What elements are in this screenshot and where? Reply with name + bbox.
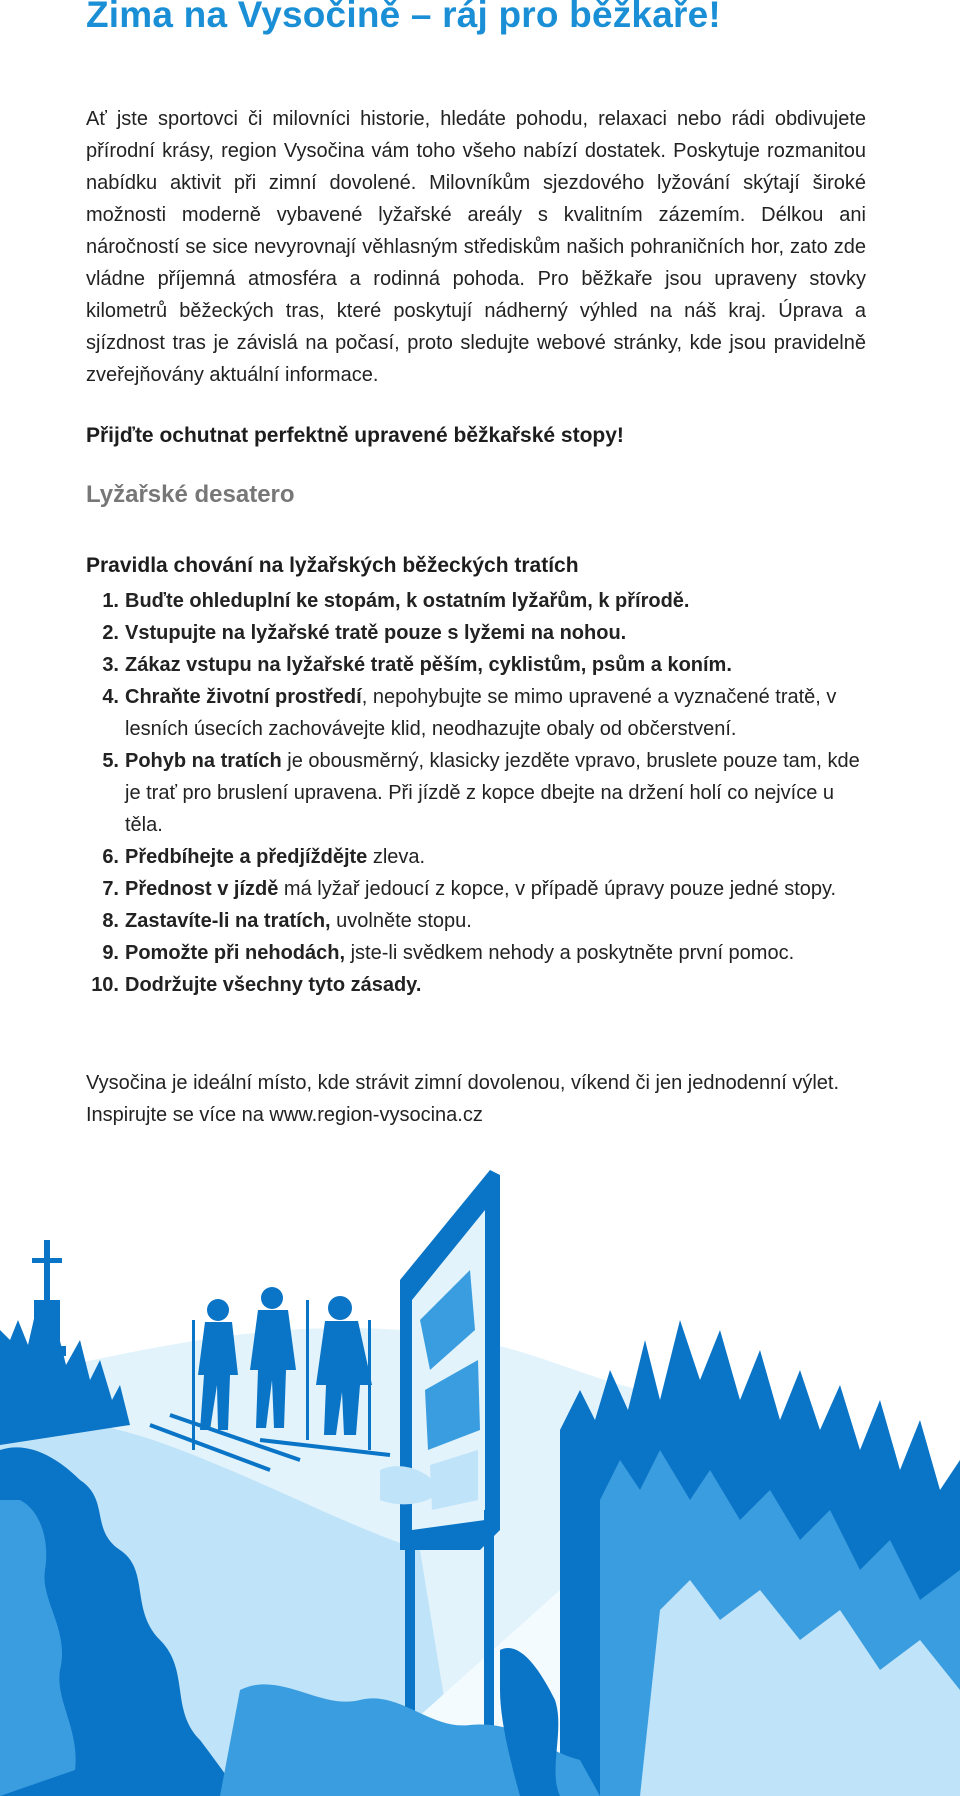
rule-text: uvolněte stopu. xyxy=(330,910,472,932)
skiers-silhouette xyxy=(192,1287,372,1450)
rule-number: 4. xyxy=(102,686,119,708)
rule-item xyxy=(86,841,868,873)
rule-emphasis: Pohyb na tratích xyxy=(125,750,282,772)
rule-item xyxy=(86,681,868,745)
rule-text: , nepohybujte se mimo upravené a vyznačené tratě, v lesních úsecích zachovávejte klid, neodhazujte obaly od občerstvení. xyxy=(125,686,837,740)
rule-item xyxy=(86,937,868,969)
rule-text: zleva. xyxy=(367,846,426,868)
winter-landscape-illustration xyxy=(0,1170,960,1796)
rule-item xyxy=(86,873,868,905)
rule-text: je obousměrný, klasicky jezděte vpravo, bruslete pouze tam, kde je trať pro bruslení upravena. Při jízdě z kopce dbejte na držení holí co nejvíce u těla. xyxy=(125,750,860,836)
rule-number: 2. xyxy=(102,622,119,644)
rule-number: 8. xyxy=(102,910,119,932)
rule-item xyxy=(86,649,868,681)
section-heading: Lyžařské desatero xyxy=(86,481,295,508)
rules-title: Pravidla chování na lyžařských běžeckých tratích xyxy=(86,554,579,577)
rule-emphasis: Předbíhejte a předjíždějte xyxy=(125,846,368,868)
rule-item xyxy=(86,745,868,841)
rules-list xyxy=(86,585,868,1001)
rule-item xyxy=(86,905,868,937)
rule-text: má lyžař jedoucí z kopce, v případě úpravy pouze jedné stopy. xyxy=(278,878,837,900)
rule-emphasis: Přednost v jízdě xyxy=(125,878,279,900)
outro-paragraph: Vysočina je ideální místo, kde strávit zimní dovolenou, víkend či jen jednodenní výlet. Inspirujte se více na www.region-vysocina.cz xyxy=(86,1072,839,1126)
rule-item xyxy=(86,585,868,617)
rule-number: 6. xyxy=(102,846,119,868)
rule-emphasis: Dodržujte všechny tyto zásady. xyxy=(125,974,422,996)
rule-emphasis: Zákaz vstupu na lyžařské tratě pěším, cyklistům, psům a koním. xyxy=(125,654,732,676)
rule-item xyxy=(86,617,868,649)
call-to-action: Přijďte ochutnat perfektně upravené běžkařské stopy! xyxy=(86,424,624,447)
rule-item xyxy=(86,969,868,1001)
page-title: Zima na Vysočině – ráj pro běžkaře! xyxy=(86,0,721,35)
rule-emphasis: Vstupujte na lyžařské tratě pouze s lyžemi na nohou. xyxy=(125,622,627,644)
rule-number: 7. xyxy=(102,878,119,900)
rule-number: 1. xyxy=(102,590,119,612)
rule-number: 5. xyxy=(102,750,119,772)
rule-emphasis: Zastavíte-li na tratích, xyxy=(125,910,331,932)
rule-emphasis: Chraňte životní prostředí xyxy=(125,686,362,708)
rule-emphasis: Pomožte při nehodách, xyxy=(125,942,346,964)
rule-number: 3. xyxy=(102,654,119,676)
rule-emphasis: Buďte ohleduplní ke stopám, k ostatním lyžařům, k přírodě. xyxy=(125,590,690,612)
rule-text: jste-li svědkem nehody a poskytněte první pomoc. xyxy=(345,942,795,964)
rule-number: 9. xyxy=(102,942,119,964)
intro-paragraph: Ať jste sportovci či milovníci historie, hledáte pohodu, relaxaci nebo rádi obdivujete přírodní krásy, region Vysočina vám toho všeho nabízí dostatek. Poskytuje rozmanitou nabídku aktivit při zimní dovolené. Milovníkům sjezdového lyžování skýtají široké možnosti moderně vybavené lyžařské areály s kvalitním zázemím. Délkou ani náročností se sice nevyrovnají věhlasným střediskům našich pohraničních hor, zato zde vládne příjemná atmosféra a rodinná pohoda. Pro běžkaře jsou upraveny stovky kilometrů běžeckých tras, které poskytují nádherný výhled na náš kraj. Úprava a sjízdnost tras je závislá na počasí, proto sledujte webové stránky, kde jsou pravidelně zveřejňovány aktuální informace. xyxy=(86,108,866,386)
rule-number: 10. xyxy=(91,974,119,996)
